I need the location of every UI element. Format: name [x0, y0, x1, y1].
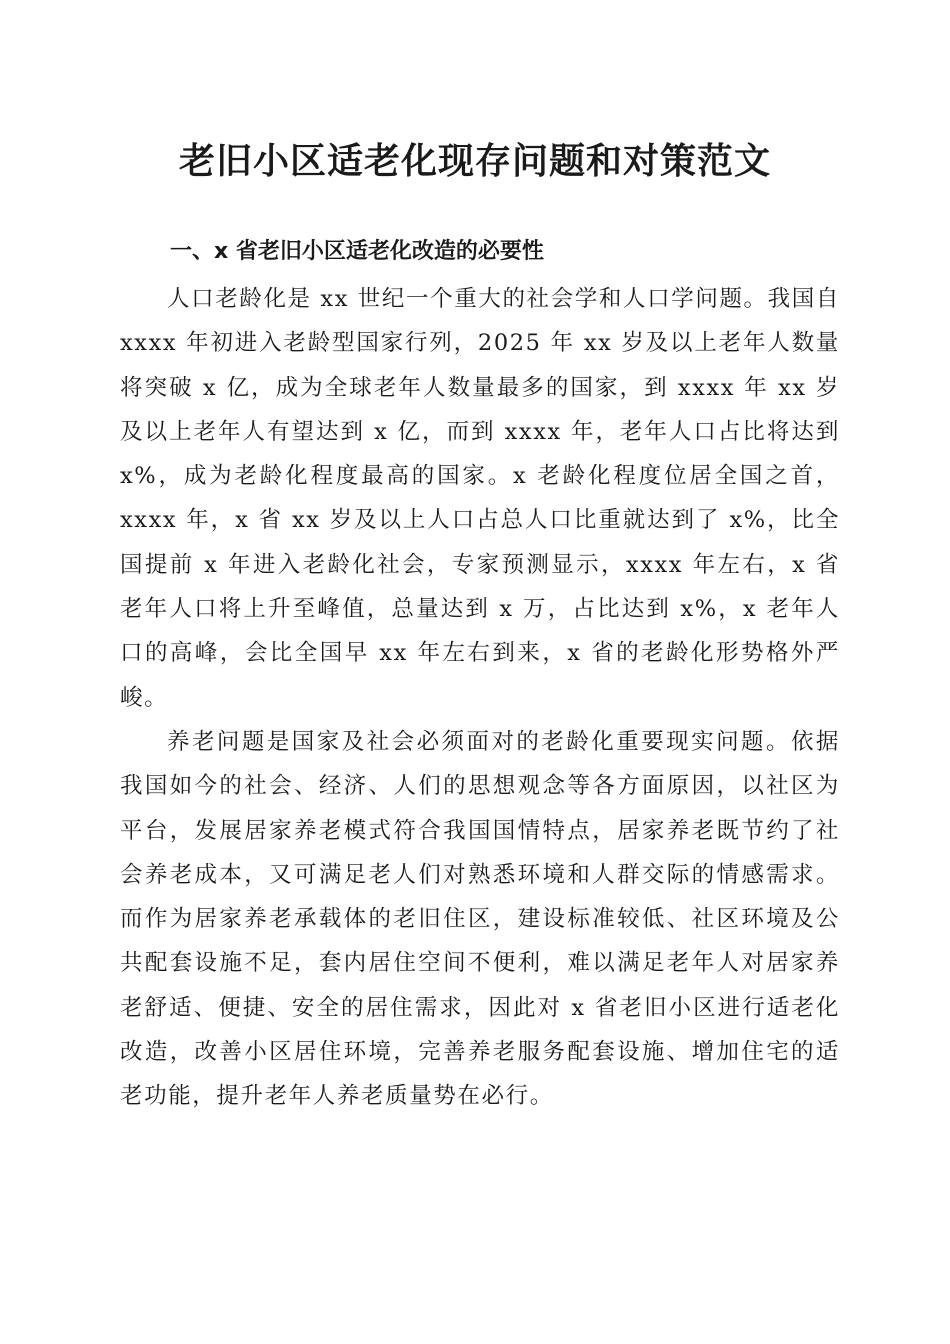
paragraph-aging-population: 人口老龄化是 xx 世纪一个重大的社会学和人口学问题。我国自 xxxx 年初进入老龄型国家行列，2025 年 xx 岁及以上老年人数量将突破 x 亿，成为全球老年人数量最多的国家，到 xxxx 年 xx 岁及以上老年人有望达到 x 亿，而到 xxxx 年，老年人口占比将达到 x%，成为老龄化程度最高的国家。x 老龄化程度位居全国之首，xxxx 年，x 省 xx 岁及以上人口占总人口比重就达到了 x%，比全国提前 x 年进入老龄化社会，专家预测显示，xxxx 年左右，x 省老年人口将上升至峰值，总量达到 x 万，占比达到 x%，x 老年人口的高峰，会比全国早 xx 年左右到来，x 省的老龄化形势格外严峻。: [120, 286, 840, 711]
paragraph-elderly-care: 养老问题是国家及社会必须面对的老龄化重要现实问题。依据我国如今的社会、经济、人们的思想观念等各方面原因，以社区为平台，发展居家养老模式符合我国国情特点，居家养老既节约了社会养老成本，又可满足老人们对熟悉环境和人群交际的情感需求。而作为居家养老承载体的老旧住区，建设标准较低、社区环境及公共配套设施不足，套内居住空间不便利，难以满足老年人对居家养老舒适、便捷、安全的居住需求，因此对 x 省老旧小区进行适老化改造，改善小区居住环境，完善养老服务配套设施、增加住宅的适老功能，提升老年人养老质量势在必行。: [120, 729, 840, 1110]
document-title: 老旧小区适老化现存问题和对策范文: [178, 140, 771, 182]
section-heading: 一、x 省老旧小区适老化改造的必要性: [170, 239, 544, 264]
